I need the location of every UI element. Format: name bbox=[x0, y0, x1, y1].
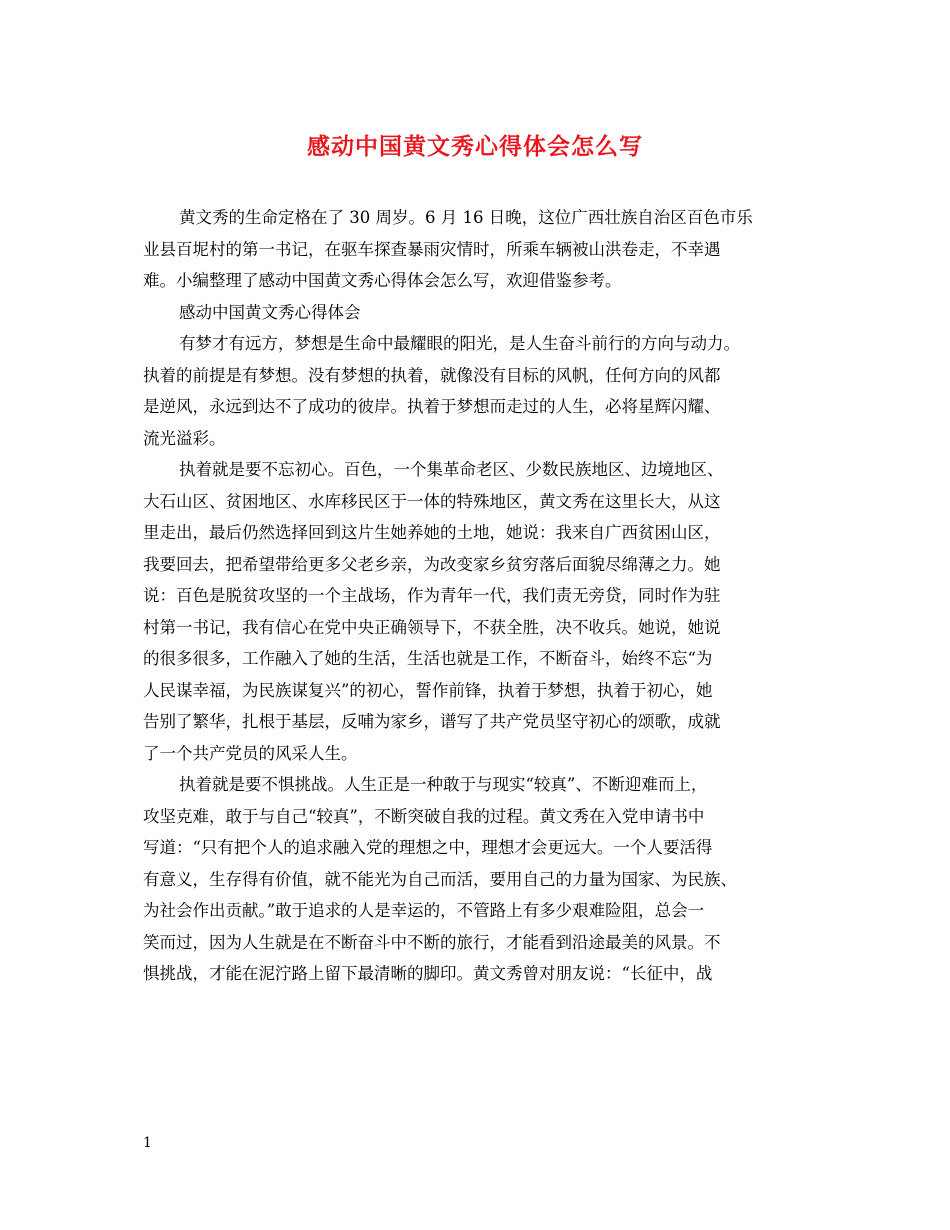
text-line: 惧挑战，才能在泥泞路上留下最清晰的脚印。黄文秀曾对朋友说：“长征中，战 bbox=[143, 964, 713, 983]
page-number: 1 bbox=[143, 1135, 152, 1151]
document-title: 感动中国黄文秀心得体会怎么写 bbox=[307, 133, 643, 160]
text-line: 为社会作出贡献。”敢于追求的人是幸运的，不管路上有多少艰难险阻，总会一 bbox=[143, 901, 705, 920]
text-line: 执着就是要不惧挑战。人生正是一种敢于与现实“较真”、不断迎难而上， bbox=[179, 775, 708, 794]
text-line: 我要回去，把希望带给更多父老乡亲，为改变家乡贫穷落后面貌尽绵薄之力。她 bbox=[143, 554, 721, 574]
text-line: 感动中国黄文秀心得体会 bbox=[179, 302, 361, 322]
text-line: 黄文秀的生命定格在了 30 周岁。6 月 16 日晚，这位广西壮族自治区百色市乐 bbox=[179, 208, 753, 227]
text-line: 了一个共产党员的风采人生。 bbox=[143, 743, 358, 763]
text-line: 人民谋幸福，为民族谋复兴”的初心，誓作前锋，执着于梦想，执着于初心，她 bbox=[143, 680, 713, 700]
text-line: 执着的前提是有梦想。没有梦想的执着，就像没有目标的风帆，任何方向的风都 bbox=[143, 365, 721, 385]
text-line: 村第一书记，我有信心在党中央正确领导下，不获全胜，决不收兵。她说，她说 bbox=[143, 617, 721, 637]
text-line: 攻坚克难，敢于与自己“较真”，不断突破自我的过程。黄文秀在入党申请书中 bbox=[143, 806, 705, 826]
text-line: 流光溢彩。 bbox=[143, 428, 226, 448]
text-line: 有意义，生存得有价值，就不能光为自己而活，要用自己的力量为国家、为民族、 bbox=[143, 869, 737, 889]
text-line: 有梦才有远方，梦想是生命中最耀眼的阳光，是人生奋斗前行的方向与动力。 bbox=[179, 334, 740, 353]
text-line: 业县百坭村的第一书记，在驱车探查暴雨灾情时，所乘车辆被山洪卷走，不幸遇 bbox=[143, 239, 721, 259]
text-line: 写道：“只有把个人的追求融入党的理想之中，理想才会更远大。一个人要活得 bbox=[143, 838, 713, 857]
text-line: 说：百色是脱贫攻坚的一个主战场，作为青年一代，我们责无旁贷，同时作为驻 bbox=[143, 586, 721, 605]
text-line: 是逆风，永远到达不了成功的彼岸。执着于梦想而走过的人生，必将星辉闪耀、 bbox=[143, 397, 721, 416]
text-line: 里走出，最后仍然选择回到这片生她养她的土地，她说：我来自广西贫困山区， bbox=[143, 523, 721, 542]
text-line: 告别了繁华，扎根于基层，反哺为家乡，谱写了共产党员坚守初心的颂歌，成就 bbox=[143, 712, 721, 731]
text-line: 难。小编整理了感动中国黄文秀心得体会怎么写，欢迎借鉴参考。 bbox=[143, 271, 622, 290]
text-line: 的很多很多，工作融入了她的生活，生活也就是工作，不断奋斗，始终不忘“为 bbox=[143, 649, 713, 668]
text-line: 执着就是要不忘初心。百色，一个集革命老区、少数民族地区、边境地区、 bbox=[179, 460, 724, 479]
text-line: 笑而过，因为人生就是在不断奋斗中不断的旅行，才能看到沿途最美的风景。不 bbox=[143, 932, 721, 952]
document-body bbox=[143, 202, 808, 990]
text-line: 大石山区、贫困地区、水库移民区于一体的特殊地区，黄文秀在这里长大，从这 bbox=[143, 491, 721, 511]
